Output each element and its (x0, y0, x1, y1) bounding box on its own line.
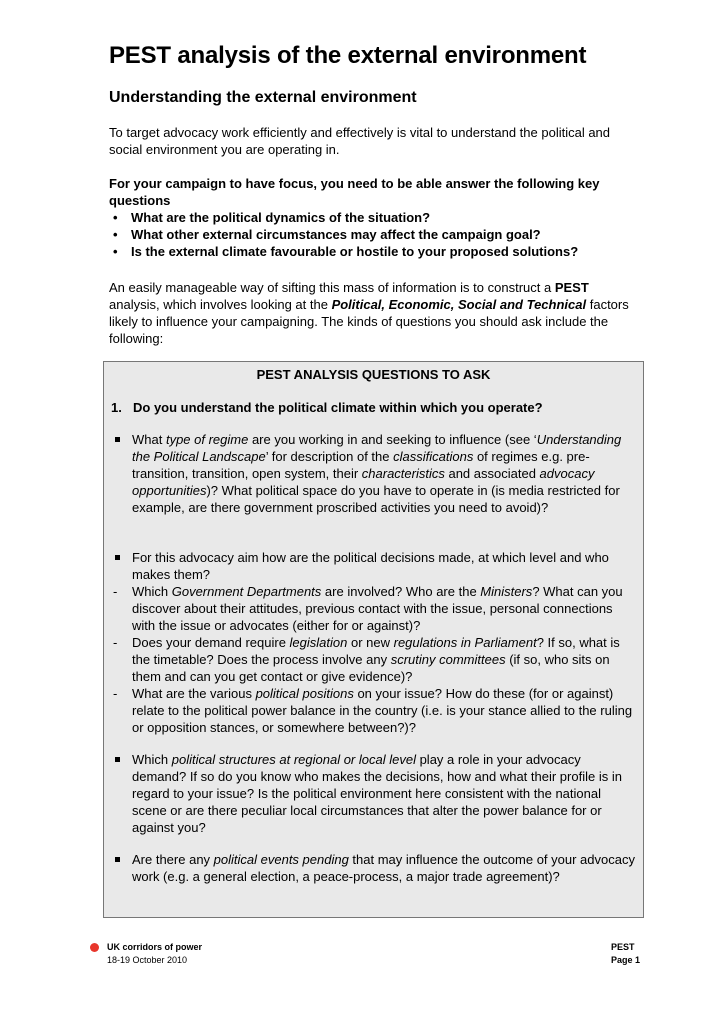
question-text: Do you understand the political climate within which you operate? (133, 400, 543, 415)
footer-left (90, 941, 202, 967)
focus-bullet-text: What are the political dynamics of the situation? (131, 210, 431, 225)
question-item (111, 634, 637, 685)
questions-box (103, 361, 644, 918)
bullet-dot-icon: • (113, 227, 118, 242)
dash-bullet: - (113, 584, 118, 599)
focus-block (109, 175, 639, 260)
footer-date: 18-19 October 2010 (107, 955, 188, 965)
bullet-dot-icon: • (113, 244, 118, 259)
section-subtitle: Understanding the external environment (109, 89, 417, 106)
dash-bullet: - (113, 635, 118, 650)
question-item-text: Which political structures at regional or local level play a role in your advocacy demand? If so do you know who makes the decisions, how and what their profile is in regard to your issue? Is the political environment here consistent with the national scene or are there peculiar local circumstances that alter the power balance for or against you? (132, 752, 622, 835)
bullet-dot-icon: • (113, 210, 118, 225)
questions-box-heading: PEST ANALYSIS QUESTIONS TO ASK (256, 367, 491, 382)
pest-paragraph (109, 279, 629, 347)
question-item-text: Does your demand require legislation or new regulations in Parliament? If so, what is the timetable? Does the process involve any scrutiny committees (if so, who sits on them and can you get contact or give evidence)? (132, 635, 620, 684)
focus-bullet-list (109, 209, 639, 260)
italic-term: political structures at regional or local level (171, 752, 416, 767)
italic-term: Understanding the Political Landscape (132, 432, 622, 464)
italic-term: Ministers (480, 584, 533, 599)
pest-acronym: PEST (554, 280, 589, 295)
question-item (111, 685, 637, 736)
focus-bullet (109, 209, 639, 226)
focus-bullet (109, 226, 639, 243)
question-item (111, 583, 637, 634)
italic-term: classifications (393, 449, 474, 464)
italic-term: type of regime (165, 432, 249, 447)
footer-doc: PEST (611, 942, 635, 952)
pest-para-text: factors likely to influence your campaigning. The kinds of questions you should ask include the following: (109, 297, 629, 346)
question-item-text: Which Government Departments are involved? Who are the Ministers? What can you discover about their attitudes, previous contact with the issue, personal connections with the issue or advocates (either for or against)? (132, 584, 623, 633)
question-item (111, 751, 637, 836)
question-item (111, 851, 637, 885)
intro-paragraph: To target advocacy work efficiently and effectively is vital to understand the political and social environment you are operating in. (109, 125, 611, 157)
question-item-text: Are there any political events pending that may influence the outcome of your advocacy work (e.g. a general election, a peace-process, a major trade agreement)? (132, 852, 635, 884)
footer-org: UK corridors of power (107, 942, 203, 952)
question-item-text: For this advocacy aim how are the political decisions made, at which level and who makes them? (132, 550, 609, 582)
red-dot-icon (90, 943, 99, 952)
question-item-text: What type of regime are you working in and seeking to influence (see ‘Understanding the Political Landscape’ for description of the classifications of regimes e.g. pre-transition, transition, open system, their characteristics and associated advocacy opportunities)? What political space do you have to operate in (is media restricted for example, are there government proscribed activities you need to avoid)? (132, 432, 622, 515)
question-heading (111, 399, 543, 416)
focus-lead: For your campaign to have focus, you need to be able answer the following key questions (109, 176, 600, 208)
page-title: PEST analysis of the external environment (109, 42, 587, 69)
footer-page-number: Page 1 (611, 955, 641, 965)
footer-right (611, 941, 640, 967)
italic-term: legislation (289, 635, 348, 650)
italic-term: regulations in Parliament (393, 635, 537, 650)
pest-factors: Political, Economic, Social and Technical (331, 297, 587, 312)
question-number: 1. (111, 400, 122, 415)
italic-term: political positions (255, 686, 354, 701)
question-item (111, 431, 637, 516)
italic-term: scrutiny committees (390, 652, 506, 667)
focus-bullet-text: Is the external climate favourable or hostile to your proposed solutions? (131, 244, 579, 259)
pest-para-text: An easily manageable way of sifting this mass of information is to construct a (109, 280, 555, 295)
italic-term: Government Departments (171, 584, 322, 599)
focus-bullet-text: What other external circumstances may affect the campaign goal? (131, 227, 541, 242)
dash-bullet: - (113, 686, 118, 701)
question-item-text: What are the various political positions on your issue? How do these (for or against) relate to the political power balance in the country (i.e. is your stance allied to the ruling or opposition stances, or somewhere between?)? (132, 686, 633, 735)
italic-term: political events pending (213, 852, 349, 867)
pest-para-text: analysis, which involves looking at the (109, 297, 332, 312)
focus-bullet (109, 243, 639, 260)
italic-term: characteristics (361, 466, 445, 481)
question-item (111, 549, 637, 583)
italic-term: advocacy opportunities (132, 466, 595, 498)
